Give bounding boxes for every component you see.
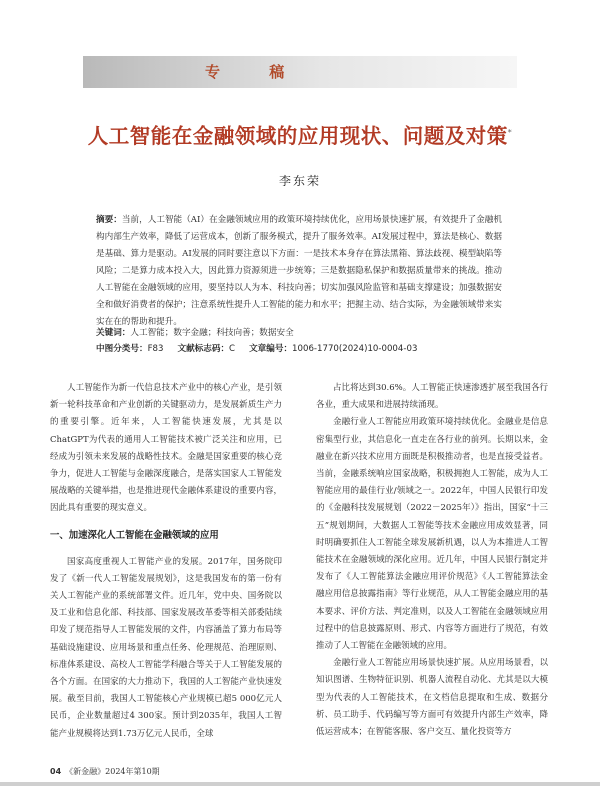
section-heading: 一、加速深化人工智能在金融领域的应用: [50, 529, 219, 541]
journal-issue: 《新金融》2024年第10期: [65, 767, 160, 776]
article-number-label: 文章编号：: [249, 344, 293, 354]
abstract-label: 摘要：: [96, 215, 122, 225]
page-number: 04: [50, 767, 62, 776]
body-paragraph: 国家高度重视人工智能产业的发展。2017年，国务院印发了《新一代人工智能发展规划》，这是我国发布的第一份有关人工智能产业的系统部署文件。近几年，党中央、国务院以及工业和信息化部、科技部、国家发展改革委等相关部委陆续印发了规范指导人工智能发展的文件，内容涵盖了算力布局等基础设施建设、应用场景和重点任务、伦理规范、治理原则、标准体系建设、高校人工智能学科融合等关于人工智能发展的各个方面。在国家的大力推动下，我国的人工智能产业快速发展。截至目前，我国人工智能核心产业规模已超5 000亿元人民币，企业数量超过4 300家。预计到2035年，我国人工智能产业规模将达到1.73万亿元人民币，全球: [50, 556, 282, 739]
body-paragraph: 金融行业人工智能应用政策环境持续优化。金融业是信息密集型行业，其信息化一直走在各行业的前列。长期以来，金融业在新兴技术应用方面既是积极推动者，也是直接受益者。当前，金融系统响应国家战略，积极拥抱人工智能，成为人工智能应用的最佳行业/领域之一。2022年，中国人民银行印发的《金融科技发展规划（2022－2025年）》指出，国家“十三五”规划期间，大数据人工智能等技术金融应用成效显著，同时明确要抓住人工智能全球发展新机遇，以人为本推进人工智能技术在金融领域的深化应用。近几年，中国人民银行制定并发布了《人工智能算法金融应用评价规范》《人工智能算法金融应用信息披露指南》等行业规范，从人工智能金融应用的基本要求、评价方法、判定准则，以及人工智能在金融领域应用过程中的信息披露原则、形式、内容等方面进行了规范，有效推动了人工智能在金融领域的应用。: [316, 417, 548, 652]
keywords-label: 关键词：: [96, 328, 131, 338]
clc-value: F83: [147, 344, 164, 354]
classification-line: [96, 341, 536, 357]
clc-label: 中图分类号：: [96, 344, 148, 354]
body-paragraph: 金融行业人工智能应用场景快速扩展。从应用场景看，以知识图谱、生物特征识别、机器人流程自动化、尤其是以大模型为代表的人工智能技术，在文档信息提取和生成、数据分析、员工助手、代码编写等方面可有效提升内部生产效率，降低运营成本；在智能客服、客户交互、量化投资等方: [316, 658, 548, 738]
abstract-text: 当前，人工智能（AI）在金融领域应用的政策环境持续优化，应用场景快速扩展，有效提升了金融机构内部生产效率，降低了运营成本，创新了服务模式，提升了服务效率。AI发展过程中，算法是核心、数据是基础、算力是驱动。AI发展的同时要注意以下方面：一是技术本身存在算法黑箱、算法歧视、模型缺陷等风险；二是算力成本投入大，因此算力资源须进一步统筹；三是数据隐私保护和数据质量带来的挑战。推动人工智能在金融领域的应用，要坚持以人为本、科技向善；切实加强风险监管和基础支撑建设；加强数据安全和做好消费者的保护；注意系统性提升人工智能的能力和水平；把握主动、结合实际，为金融领域带来实实在在的帮助和提升。: [96, 215, 502, 327]
page-footer: [50, 766, 160, 780]
title-text: 人工智能在金融领域的应用现状、问题及对策: [87, 123, 508, 148]
body-paragraph: 占比将达到30.6%。人工智能正快速渗透扩展至我国各行各业，重大成果和进展持续涌现。: [316, 383, 548, 411]
column-tag: 专 稿: [205, 63, 307, 81]
author-name: 李东荣: [278, 174, 321, 188]
article-number-value: 1006-1770(2024)10-0004-03: [292, 344, 418, 354]
body-column-left: [50, 380, 282, 743]
article-title: [0, 120, 600, 149]
body-paragraph: 人工智能作为新一代信息技术产业中的核心产业，是引领新一轮科技革命和产业创新的关键驱动力，是发展新质生产力的重要引擎。近年来，人工智能快速发展，尤其是以ChatGPT为代表的通用人工智能技术被广泛关注和应用，已经成为引领未来发展的战略性技术。金融是国家重要的核心竞争力，促进人工智能与金融深度融合，是落实国家人工智能发展战略的关键举措，也是推进现代金融体系建设的重要内容，因此具有重要的现实意义。: [50, 383, 282, 514]
keywords-text: 人工智能；数字金融；科技向善；数据安全: [130, 328, 294, 338]
footer-rule: [0, 782, 600, 786]
doc-code-value: C: [229, 344, 236, 354]
title-footnote-mark: *: [507, 128, 513, 137]
body-column-right: [316, 380, 548, 741]
column-banner: [83, 56, 517, 88]
keywords: [96, 325, 516, 341]
doc-code-label: 文献标志码：: [177, 344, 230, 354]
abstract: [96, 212, 502, 331]
